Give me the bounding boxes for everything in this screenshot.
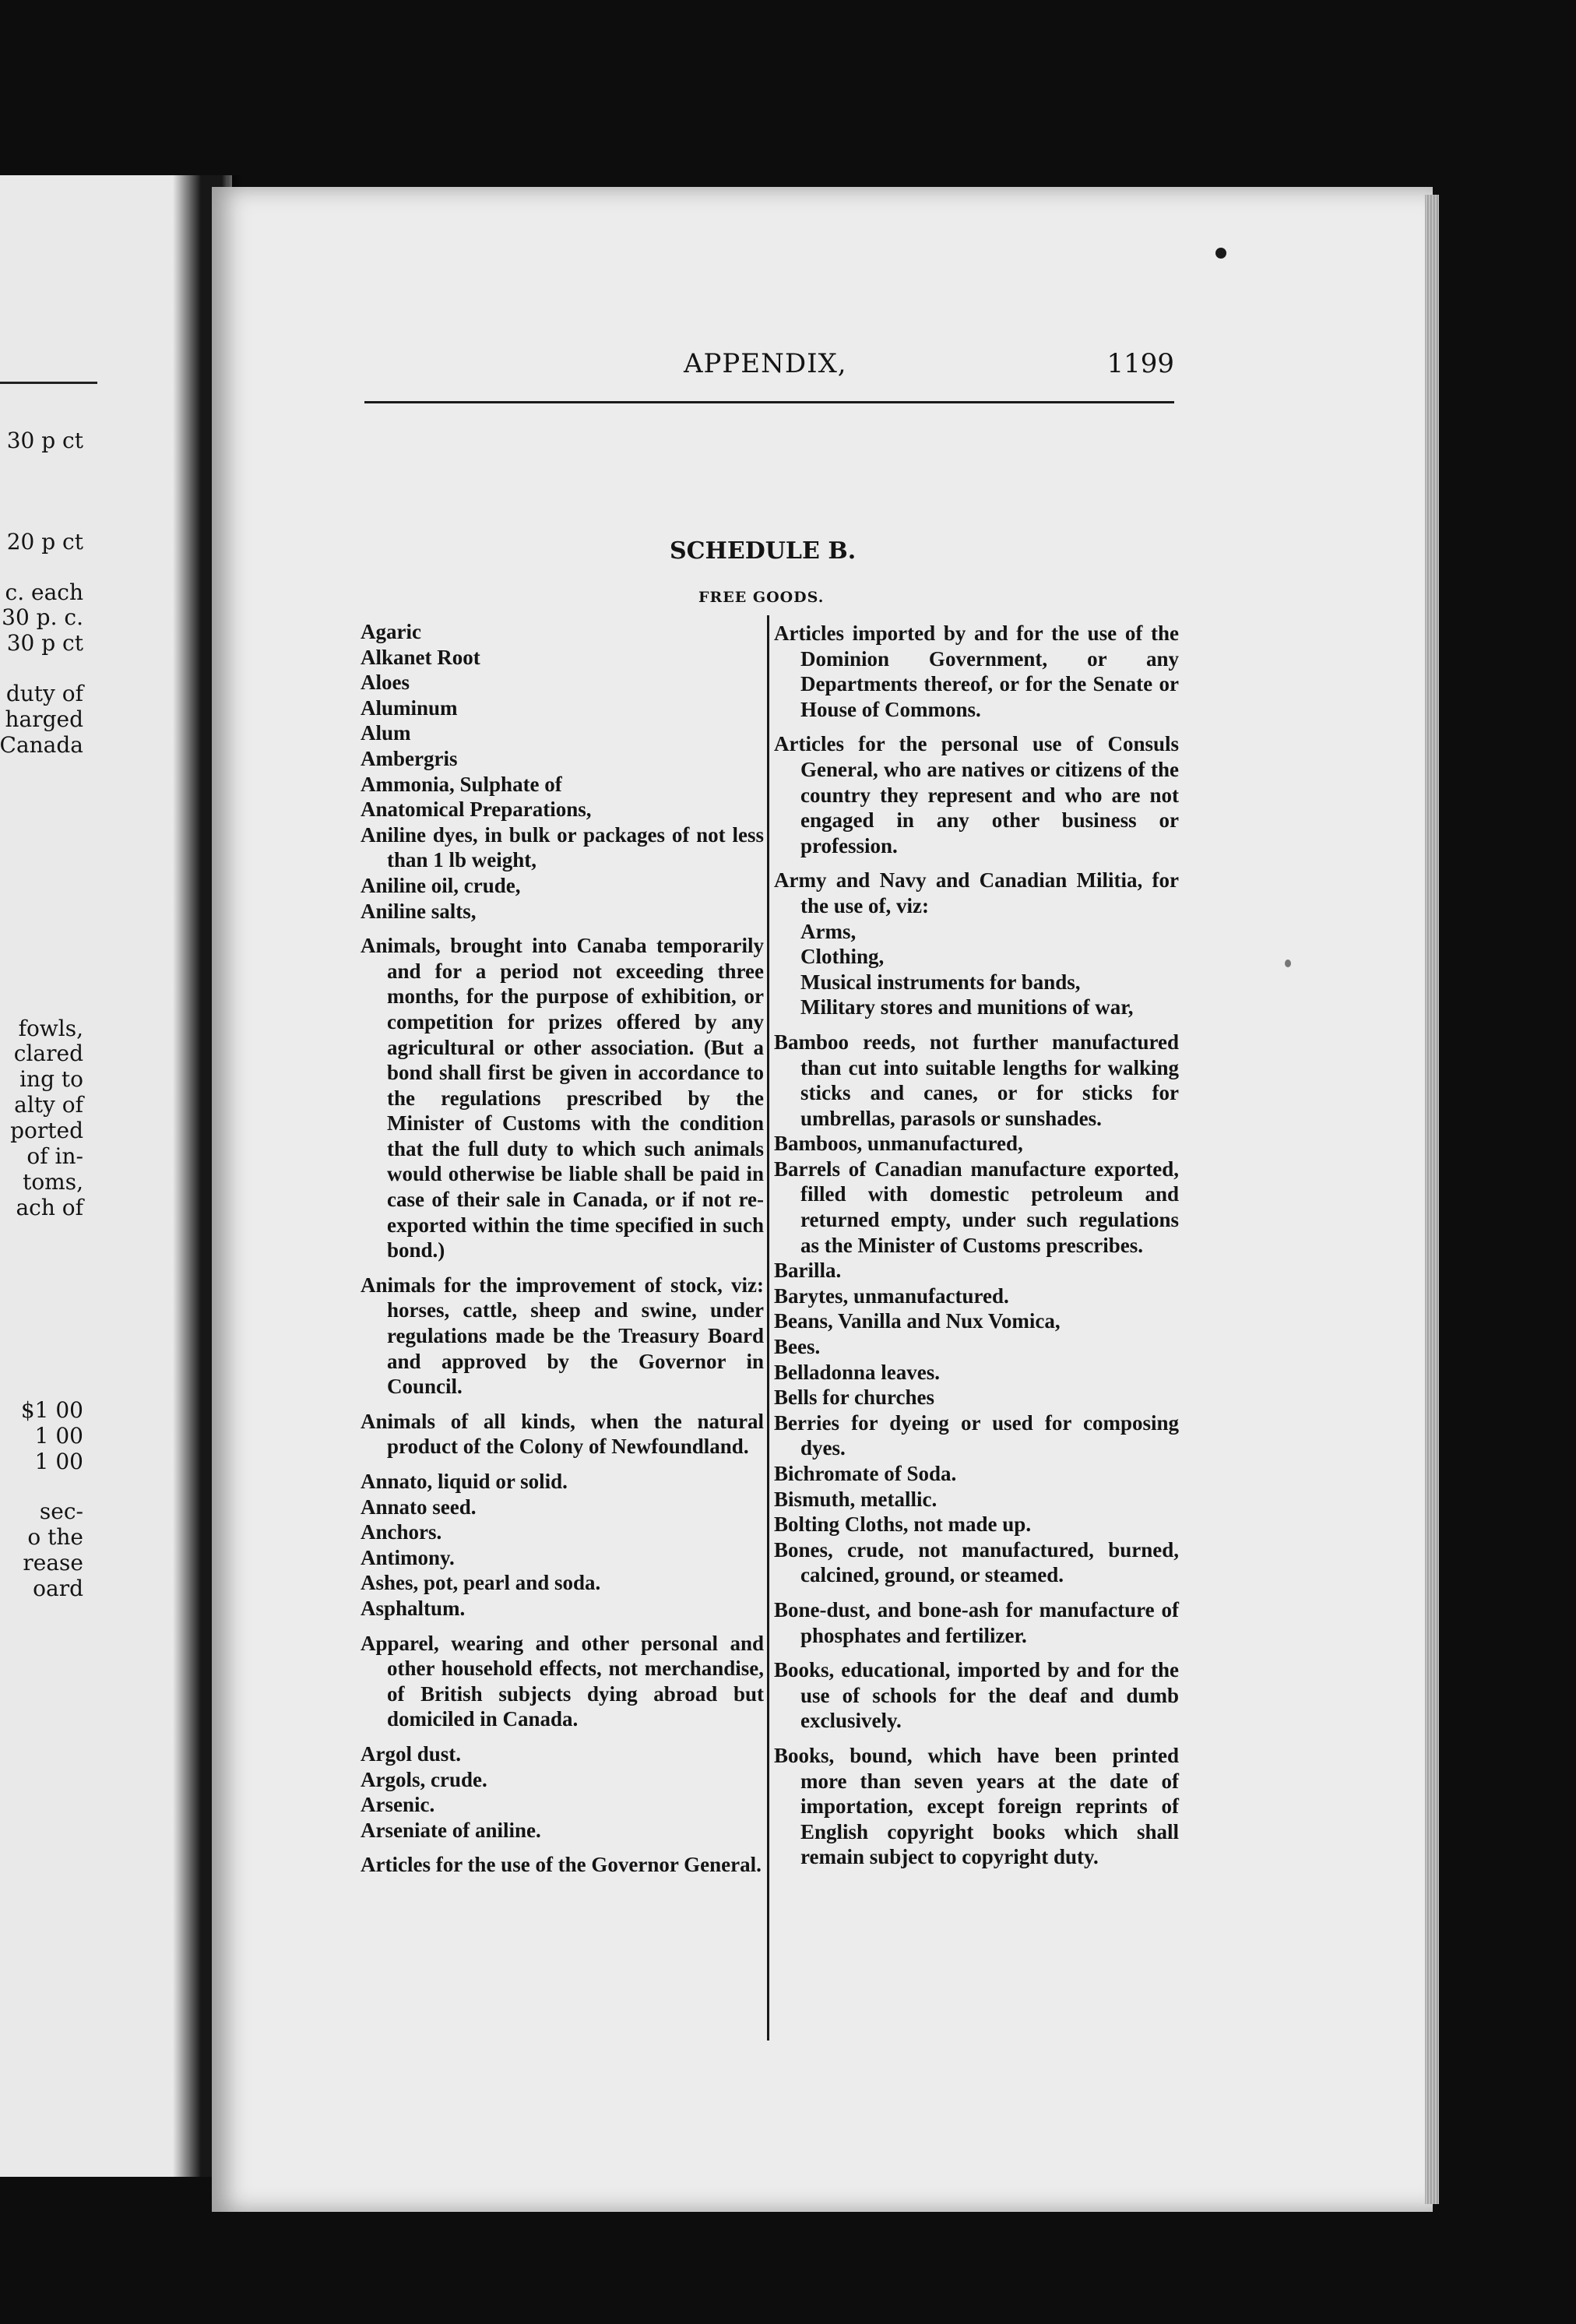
list-item: Alkanet Root (361, 645, 480, 669)
left-page-line: 20 p ct (6, 529, 83, 555)
list-item: Argols, crude. (361, 1767, 487, 1791)
left-page-line: o the (27, 1524, 83, 1550)
list-item: Ammonia, Sulphate of (361, 772, 562, 796)
list-item: Musical instruments for bands, (800, 970, 1081, 994)
list-item: Aniline dyes, in bulk or packages of not less than 1 lb weight, (361, 822, 764, 872)
left-page-line: 1 00 (34, 1423, 83, 1449)
left-page-line: ing to (19, 1066, 83, 1092)
running-header-title: APPENDIX, (684, 348, 847, 379)
left-page-line: of in- (26, 1143, 83, 1169)
list-item: Annato, liquid or solid. (361, 1470, 568, 1493)
schedule-title: SCHEDULE B. (670, 537, 857, 565)
left-page-line: $1 00 (20, 1397, 83, 1423)
list-item: Articles for the use of the Governor General. (361, 1853, 762, 1877)
list-item: Barrels of Canadian manufacture exported, filled with domestic petroleum and returned empty, under such regulations as the Minister of Customs prescribes. (774, 1157, 1179, 1257)
list-item: Alum (361, 721, 411, 745)
list-item: Bells for churches (774, 1386, 934, 1410)
list-item: Bees. (774, 1335, 821, 1359)
ink-speck (1215, 248, 1226, 259)
list-item: Bismuth, metallic. (774, 1487, 938, 1511)
list-item: Bamboos, unmanufactured, (774, 1132, 1023, 1156)
left-page-line: rease (23, 1550, 83, 1576)
list-item: Apparel, wearing and other personal and other household effects, not merchandise, of British subjects dying abroad but domiciled in Canada. (361, 1631, 764, 1731)
left-page-line: 30 p ct (6, 630, 83, 656)
ink-speck (1285, 960, 1291, 967)
list-item: Aniline oil, crude, (361, 873, 521, 897)
left-page-line: ported (10, 1118, 83, 1143)
list-item: Books, educational, imported by and for the use of schools for the deaf and dumb exclusively. (774, 1658, 1179, 1733)
left-page-line: 1 00 (34, 1449, 83, 1474)
list-item: Antimony. (361, 1545, 455, 1569)
list-item: Arseniate of aniline. (361, 1818, 541, 1842)
list-item: Animals of all kinds, when the natural product of the Colony of Newfoundland. (361, 1409, 764, 1459)
list-item: Animals, brought into Canaba temporarily and for a period not exceeding three months, for the purpose of exhibition, or competition for prizes offered by any agricultural or other association. (But a bond shall first be given in accordance to the regulations prescribed by the Minister of Customs with the condition that the full duty to which such animals would otherwise be liable shall be paid in case of their sale in Canada, or if not re-exported within the time specified in such bond.) (361, 934, 764, 1262)
left-page-line: alty of (14, 1092, 83, 1118)
list-item: Belladonna leaves. (774, 1360, 941, 1384)
page-edge-stack (1425, 195, 1439, 2204)
list-item: Barytes, unmanufactured. (774, 1283, 1009, 1308)
running-header (364, 348, 1174, 395)
list-item: Articles imported by and for the use of the Dominion Government, or any Departments thereof, or for the Senate or House of Commons. (774, 621, 1179, 721)
left-page-line: c. each (5, 579, 83, 605)
list-item: Clothing, (800, 945, 885, 969)
list-item: Agaric (361, 620, 421, 643)
list-item: Articles for the personal use of Consuls General, who are natives or citizens of the country they represent and who are not engaged in any other business or profession. (774, 732, 1179, 857)
list-item: Aluminum (361, 695, 458, 720)
list-item: Anatomical Preparations, (361, 798, 592, 822)
left-page-line: toms, (23, 1169, 83, 1195)
list-item: Bolting Cloths, not made up. (774, 1512, 1032, 1537)
column-divider (767, 615, 769, 2041)
left-page-line: duty of (5, 681, 83, 706)
list-item: Anchors. (361, 1520, 442, 1544)
list-item: Aloes (361, 671, 410, 695)
list-item: Bone-dust, and bone-ash for manufacture of phosphates and fertilizer. (774, 1597, 1179, 1647)
list-item: Military stores and munitions of war, (800, 995, 1134, 1019)
header-rule (364, 401, 1174, 403)
left-page-line: sec- (39, 1498, 83, 1524)
list-item: Beans, Vanilla and Nux Vomica, (774, 1309, 1061, 1333)
right-column-list (774, 621, 1179, 1870)
list-item: Berries for dyeing or used for composing dyes. (774, 1410, 1179, 1460)
left-page-line: harged (5, 706, 83, 732)
left-page-line: fowls, (18, 1016, 83, 1041)
left-column-list (361, 619, 764, 1878)
list-item: Arsenic. (361, 1793, 435, 1817)
list-item: Ambergris (361, 746, 458, 770)
list-item: Arms, (800, 919, 857, 943)
list-item: Bichromate of Soda. (774, 1462, 957, 1485)
list-item: Animals for the improvement of stock, viz: horses, cattle, sheep and swine, under regulations made be the Treasury Board and approved by the Governor in Council. (361, 1273, 764, 1399)
left-page-line: clared (13, 1041, 83, 1066)
list-item: Army and Navy and Canadian Militia, for the use of, viz: (774, 868, 1179, 917)
left-page-line: oard (33, 1576, 83, 1601)
list-item: Barilla. (774, 1259, 842, 1283)
list-item: Aniline salts, (361, 899, 477, 923)
left-page-line: ach of (16, 1195, 83, 1220)
left-page-header-rule (0, 382, 97, 384)
list-item: Bamboo reeds, not further manufactured than cut into suitable lengths for walking sticks and canes, or for sticks for umbrellas, parasols or sunshades. (774, 1030, 1179, 1130)
page-number: 1199 (1106, 348, 1174, 379)
list-item: Annato seed. (361, 1495, 477, 1519)
left-page-line: 30 p ct (6, 428, 83, 453)
schedule-subtitle: FREE GOODS. (698, 589, 825, 606)
list-item: Asphaltum. (361, 1596, 466, 1620)
list-item: Ashes, pot, pearl and soda. (361, 1571, 601, 1595)
list-item: Argol dust. (361, 1741, 462, 1766)
left-page-line: 30 p. c. (2, 604, 83, 630)
list-item: Bones, crude, not manufactured, burned, calcined, ground, or steamed. (774, 1537, 1179, 1587)
list-item: Books, bound, which have been printed more than seven years at the date of importation, except foreign reprints of English copyright books which shall remain subject to copyright duty. (774, 1743, 1179, 1869)
left-page-line: Canada (0, 732, 83, 758)
